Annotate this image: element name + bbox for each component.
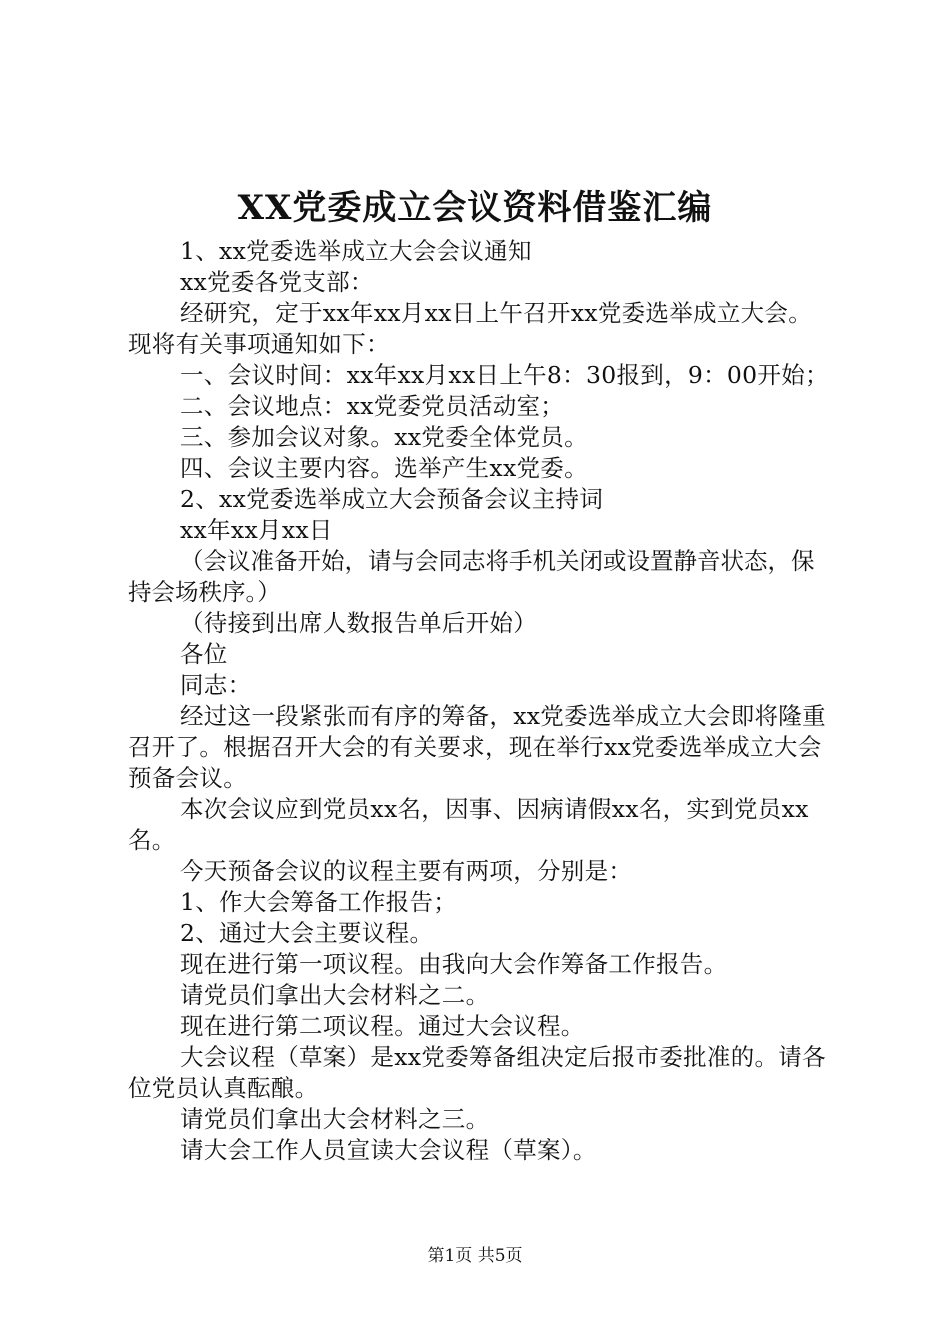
paragraph-3: 经研究，定于xx年xx月xx日上午召开xx党委选举成立大会。现将有关事项通知如下：	[128, 299, 813, 358]
paragraph-1: 1、xx党委选举成立大会会议通知	[180, 237, 532, 265]
paragraph-11: （待接到出席人数报告单后开始）	[180, 609, 537, 637]
paragraph-6: 三、参加会议对象。xx党委全体党员。	[180, 423, 588, 451]
paragraph-14: 经过这一段紧张而有序的筹备，xx党委选举成立大会即将隆重召开了。根据召开大会的有关要求，现在举行xx党委选举成立大会预备会议。	[128, 702, 826, 792]
paragraph-23: 请党员们拿出大会材料之三。	[180, 1105, 490, 1133]
paragraph-22: 大会议程（草案）是xx党委筹备组决定后报市委批准的。请各位党员认真酝酿。	[128, 1043, 826, 1102]
paragraph-5: 二、会议地点：xx党委党员活动室；	[180, 392, 565, 420]
paragraph-24: 请大会工作人员宣读大会议程（草案）。	[180, 1136, 597, 1164]
page-footer: 第1页 共5页	[427, 1246, 523, 1266]
paragraph-19: 现在进行第一项议程。由我向大会作筹备工作报告。	[180, 950, 728, 978]
paragraph-20: 请党员们拿出大会材料之二。	[180, 981, 490, 1009]
paragraph-21: 现在进行第二项议程。通过大会议程。	[180, 1012, 585, 1040]
paragraph-2: xx党委各党支部：	[180, 268, 374, 296]
paragraph-9: xx年xx月xx日	[180, 516, 333, 544]
paragraph-10: （会议准备开始，请与会同志将手机关闭或设置静音状态，保持会场秩序。）	[128, 547, 815, 606]
paragraph-4: 一、会议时间：xx年xx月xx日上午8：30报到，9：00开始；	[180, 361, 829, 389]
paragraph-15: 本次会议应到党员xx名，因事、因病请假xx名，实到党员xx名。	[128, 795, 809, 854]
paragraph-16: 今天预备会议的议程主要有两项，分别是：	[180, 857, 633, 885]
paragraph-17: 1、作大会筹备工作报告；	[180, 888, 458, 916]
paragraph-7: 四、会议主要内容。选举产生xx党委。	[180, 454, 588, 482]
document-body	[128, 236, 834, 1166]
document-title: XX党委成立会议资料借鉴汇编	[237, 188, 713, 228]
paragraph-13: 同志：	[180, 671, 252, 699]
paragraph-8: 2、xx党委选举成立大会预备会议主持词	[180, 485, 604, 513]
paragraph-18: 2、通过大会主要议程。	[180, 919, 434, 947]
paragraph-12: 各位	[180, 640, 228, 668]
